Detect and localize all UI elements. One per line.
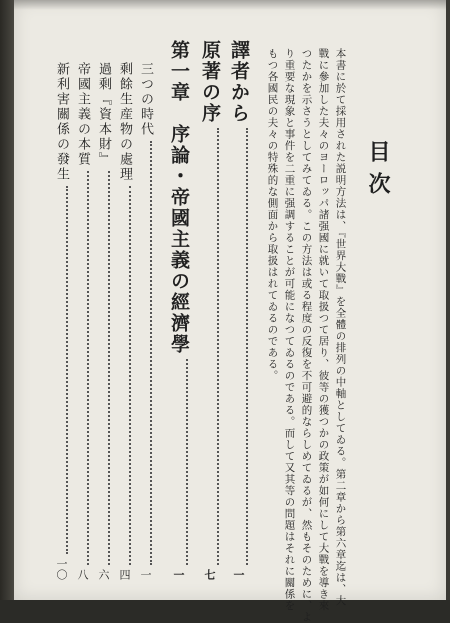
- toc-leader: [129, 186, 131, 565]
- toc-entry-page: 六: [97, 569, 110, 580]
- toc-entry-label: 新利害關係の發生: [54, 62, 69, 182]
- toc-entry-page: 八: [76, 569, 89, 580]
- intro-line-3: つたかを示さうとしてみてゐる。この方法は或る程度の反復を不可避的ならしめてゐるが、然もそのために、よ: [300, 48, 313, 623]
- toc-leader: [246, 128, 248, 565]
- toc-entry-page: 一: [139, 569, 152, 580]
- toc-entry-page: 一〇: [55, 558, 68, 580]
- toc-entry[interactable]: [76, 62, 89, 580]
- toc-entry[interactable]: [229, 40, 248, 580]
- toc-leader: [66, 186, 68, 554]
- page-right-edge: [446, 0, 450, 600]
- toc-chapter-entry[interactable]: [169, 40, 188, 580]
- intro-line-2: 戰に參加した夫々のヨーロッパ諸强國に就いて取扱つて居り、彼等の獲つかの政策が如何にして大戰を導き來: [317, 48, 330, 612]
- toc-entry-label: 三つの時代: [138, 62, 153, 137]
- toc-leader: [217, 128, 219, 565]
- toc-leader: [186, 359, 188, 565]
- toc-entry-page: 四: [118, 569, 131, 580]
- toc-entry[interactable]: [97, 62, 110, 580]
- toc-entry-label: 第一章 序論・帝國主義の經濟學: [168, 40, 190, 355]
- toc-entry[interactable]: [55, 62, 68, 580]
- page-top-shadow: [14, 0, 446, 10]
- intro-line-5: もつ各國民の夫々の特殊的な側面から取扱はれてゐるのである。: [266, 48, 279, 382]
- toc-leader: [150, 141, 152, 565]
- book-page: [14, 0, 446, 623]
- toc-entry[interactable]: [118, 62, 131, 580]
- toc-leader: [87, 171, 89, 565]
- book-spine-edge: [0, 0, 14, 600]
- intro-line-4: り重要な現象と事件を二重に强調することが可能になつてゐるのである。而して又其等の問題はそれに關係を: [283, 48, 296, 612]
- intro-line-1: 本書に於て採用された説明方法は、『世界大戰』を全體の排列の中軸としてゐる。第二章から第六章迄は、大: [334, 48, 347, 607]
- toc-entry-label: 剩餘生産物の處理: [117, 62, 132, 182]
- toc-entry-label: 帝國主義の本質: [75, 62, 90, 167]
- toc-entry-label: 過剩『資本財』: [96, 62, 111, 167]
- toc-entry-label: 譯者から: [228, 40, 250, 124]
- toc-entry[interactable]: [200, 40, 219, 580]
- toc-entry-label: 原著の序: [199, 40, 221, 124]
- toc-leader: [108, 171, 110, 565]
- toc-entry-page: 一: [172, 569, 185, 580]
- page-title: 目次: [365, 140, 391, 204]
- toc-entry-page: 一: [232, 569, 245, 580]
- toc-entry-page: 七: [203, 569, 216, 580]
- toc-entry[interactable]: [139, 62, 152, 580]
